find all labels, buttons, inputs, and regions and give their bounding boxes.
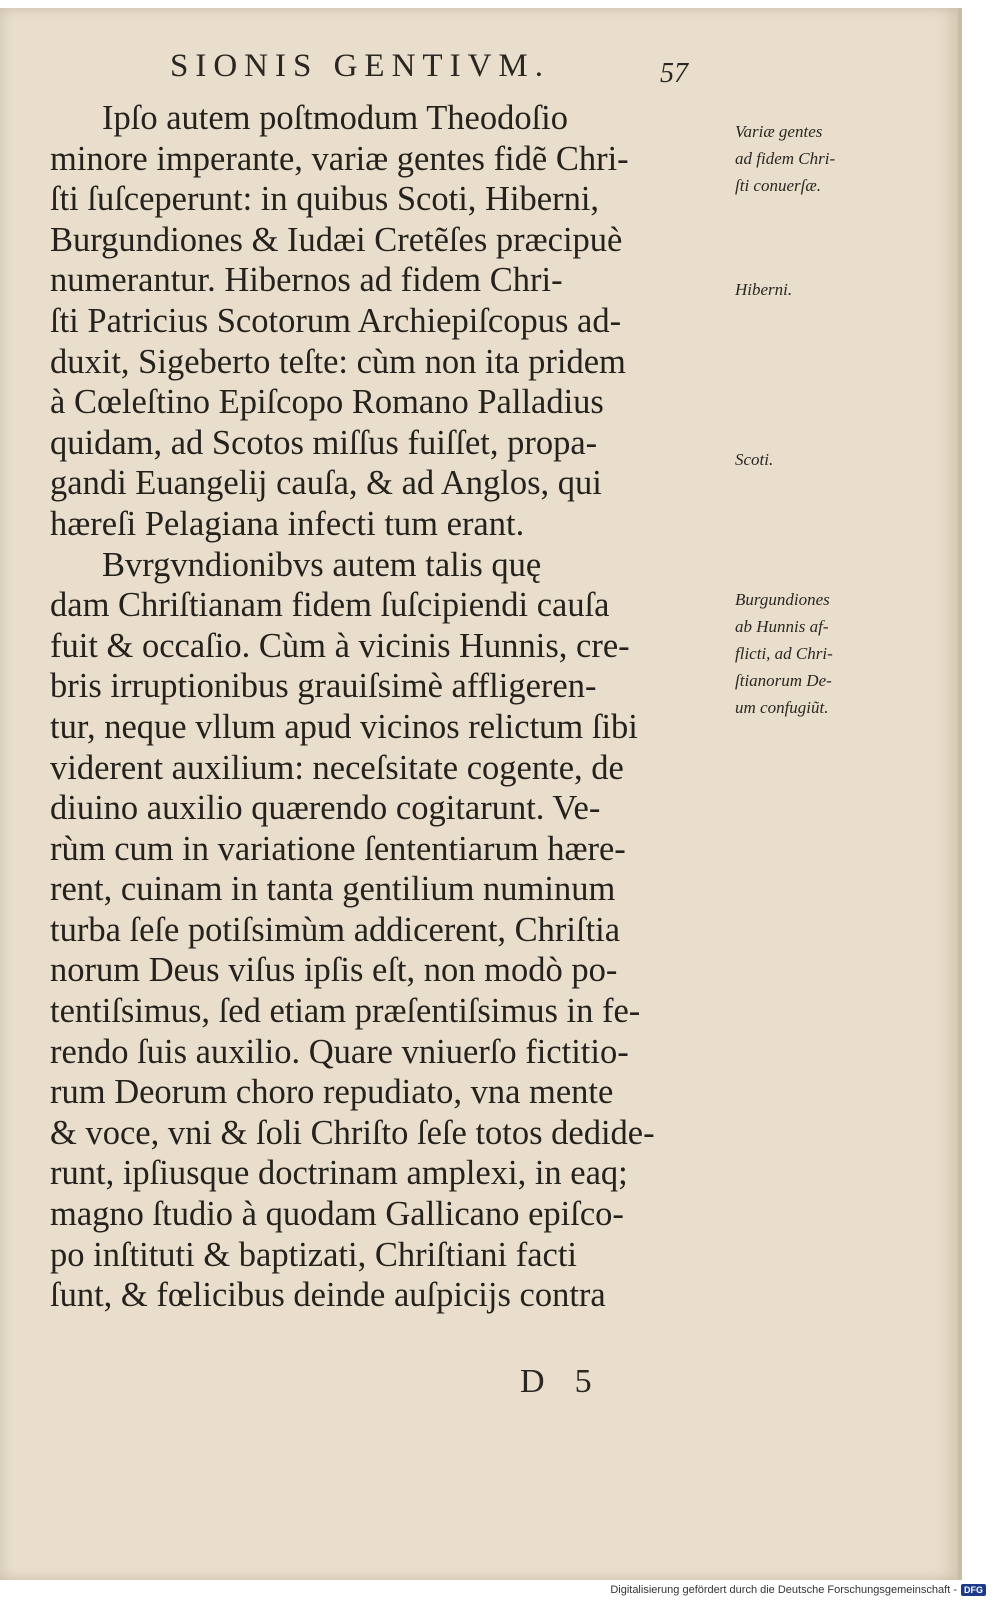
- note-line: ſtianorum De-: [735, 671, 832, 690]
- note-line: Burgundiones: [735, 590, 830, 609]
- text-line: dam Chriſtianam fidem ſuſcipiendi cauſa: [50, 586, 610, 625]
- text-line: fuit & occaſio. Cùm à vicinis Hunnis, cre-: [50, 626, 630, 665]
- note-line: ad fidem Chri-: [735, 149, 836, 168]
- marginal-note-scoti: [735, 446, 773, 473]
- text-line: gandi Euangelij cauſa, & ad Anglos, qui: [50, 464, 602, 503]
- running-title: SIONIS GENTIVM.: [170, 48, 550, 84]
- note-line: Scoti.: [735, 450, 774, 469]
- note-line: ab Hunnis af-: [735, 617, 829, 636]
- marginal-note-hiberni: [735, 276, 792, 303]
- text-line: à Cœleſtino Epiſcopo Romano Palladius: [50, 383, 604, 422]
- note-line: Hiberni.: [735, 280, 793, 299]
- signature-letter: D: [520, 1363, 545, 1400]
- text-line: po inſtituti & baptizati, Chriſtiani facti: [50, 1235, 577, 1274]
- text-line: rum Deorum choro repudiato, vna mente: [50, 1073, 614, 1112]
- text-line: rent, cuinam in tanta gentilium numinum: [50, 870, 616, 909]
- text-line: numerantur. Hibernos ad fidem Chri-: [50, 261, 563, 300]
- main-text-block: [50, 98, 730, 1316]
- digitization-footer: [610, 1584, 986, 1596]
- marginal-note-burgundiones: [735, 586, 833, 721]
- book-page: [0, 8, 962, 1580]
- text-line: Ipſo autem poſtmodum Theodoſio: [102, 99, 569, 137]
- note-line: flicti, ad Chri-: [735, 644, 833, 663]
- footer-credit: Digitalisierung gefördert durch die Deutsche Forschungsgemeinschaft -: [610, 1584, 957, 1596]
- text-line: quidam, ad Scotos miſſus fuiſſet, propa-: [50, 423, 598, 462]
- text-line: Bvrgvndionibvs autem talis quę: [102, 545, 542, 584]
- signature-mark: [520, 1363, 622, 1401]
- text-line: turba ſeſe potiſsimùm addicerent, Chriſtia: [50, 910, 621, 949]
- signature-number: 5: [574, 1363, 592, 1400]
- text-line: & voce, vni & ſoli Chriſto ſeſe totos dedide-: [50, 1113, 655, 1152]
- text-line: rendo ſuis auxilio. Quare vniuerſo fictitio-: [50, 1032, 629, 1071]
- note-line: ſti conuerſæ.: [735, 176, 821, 195]
- text-line: norum Deus viſus ipſis eſt, non modò po-: [50, 951, 618, 990]
- text-line: minore imperante, variæ gentes fidẽ Chri-: [50, 139, 629, 178]
- text-line: rùm cum in variatione ſententiarum hære-: [50, 829, 626, 868]
- text-line: tentiſsimus, ſed etiam præſentiſsimus in fe-: [50, 992, 641, 1031]
- text-line: magno ſtudio à quodam Gallicano epiſco-: [50, 1195, 624, 1234]
- text-line: bris irruptionibus grauiſsimè affligeren-: [50, 667, 597, 706]
- text-line: tur, neque vllum apud vicinos relictum ſibi: [50, 707, 638, 746]
- text-line: duxit, Sigeberto teſte: cùm non ita pridem: [50, 342, 626, 381]
- text-line: runt, ipſiusque doctrinam amplexi, in eaq;: [50, 1154, 628, 1193]
- text-line: diuino auxilio quærendo cogitarunt. Ve-: [50, 789, 601, 828]
- text-line: ſti ſuſceperunt: in quibus Scoti, Hiberni,: [50, 180, 600, 219]
- text-line: Burgundiones & Iudæi Cretẽſes præcipuè: [50, 220, 623, 259]
- text-line: viderent auxilium: neceſsitate cogente, de: [50, 748, 624, 787]
- text-line: ſti Patricius Scotorum Archiepiſcopus ad-: [50, 301, 622, 340]
- text-line: ſunt, & fœlicibus deinde auſpicijs contra: [50, 1276, 606, 1315]
- note-line: um confugiũt.: [735, 698, 829, 717]
- text-line: hæreſi Pelagiana infecti tum erant.: [50, 504, 525, 543]
- marginal-note-gentes: [735, 118, 835, 199]
- note-line: Variæ gentes: [735, 122, 823, 141]
- dfg-logo-icon: DFG: [961, 1584, 986, 1596]
- page-number: 57: [660, 58, 688, 89]
